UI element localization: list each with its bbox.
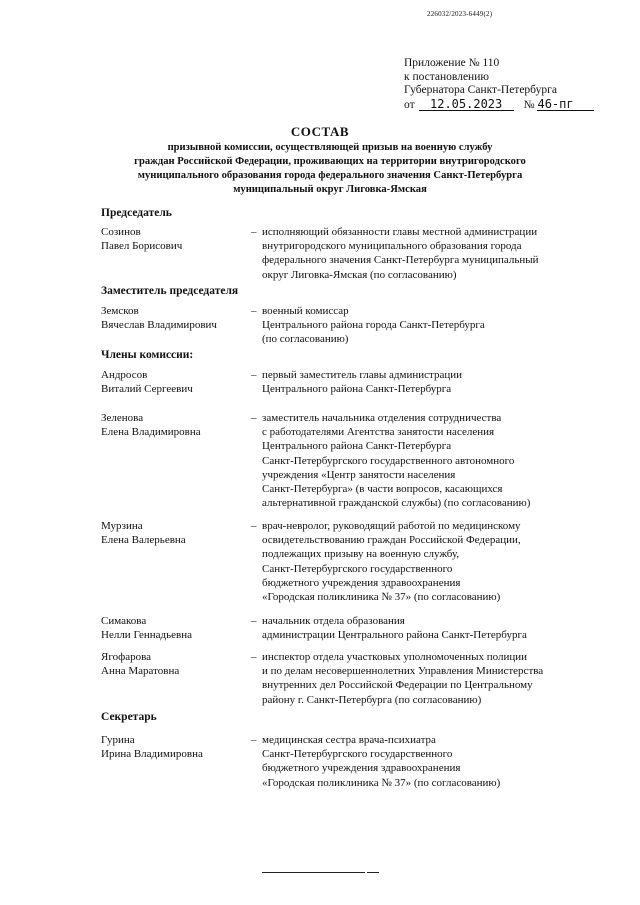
role-line: району г. Санкт-Петербурга (по согласованию) — [262, 693, 482, 706]
member-name — [101, 614, 251, 642]
member-role — [262, 411, 602, 510]
role-line: подлежащих призыву на военную службу, — [262, 548, 460, 561]
role-line: Санкт-Петербургского государственного — [262, 748, 453, 761]
subtitle-line: граждан Российской Федерации, проживающих на территории внутригородского — [134, 156, 526, 167]
given-name: Елена Владимировна — [101, 426, 201, 439]
member-name — [101, 650, 251, 678]
subtitle-line: призывной комиссии, осуществляющей призыв на военную службу — [167, 142, 493, 153]
dash: – — [251, 651, 257, 663]
footer-rule — [262, 872, 365, 873]
member-name — [101, 411, 251, 439]
surname: Созинов — [101, 226, 141, 238]
dash: – — [251, 412, 257, 424]
given-name: Виталий Сергеевич — [101, 383, 193, 396]
dash: – — [251, 305, 257, 317]
role-line: Санкт-Петербургского государственного — [262, 562, 453, 575]
member-name — [101, 225, 251, 253]
surname: Симакова — [101, 615, 147, 627]
annex-line-2: к постановлению — [404, 70, 489, 83]
subtitle-line: муниципальный округ Лиговка-Ямская — [233, 184, 427, 195]
member-role — [262, 519, 602, 604]
given-name: Анна Маратовна — [101, 665, 180, 678]
surname: Земсков — [101, 305, 139, 317]
role-line: военный комиссар — [262, 305, 349, 317]
role-line: с работодателями Агентства занятости населения — [262, 426, 495, 439]
dash: – — [251, 520, 257, 532]
member-role — [262, 225, 602, 282]
role-line: Санкт-Петербурга» (в части вопросов, касающихся — [262, 483, 503, 496]
surname: Ягофарова — [101, 651, 152, 663]
annex-line-1: Приложение № 110 — [404, 57, 500, 69]
role-line: начальник отдела образования — [262, 615, 405, 627]
dash: – — [251, 615, 257, 627]
role-line: (по согласованию) — [262, 333, 349, 346]
document-subtitle — [80, 141, 580, 197]
section-secretary: Секретарь — [101, 711, 157, 723]
member-role — [262, 650, 602, 707]
role-line: внутригородского муниципального образования города — [262, 240, 522, 253]
role-line: Центрального района города Санкт-Петербурга — [262, 319, 485, 332]
role-line: освидетельствованию граждан Российской Федерации, — [262, 534, 521, 547]
from-label: от — [404, 98, 415, 111]
subtitle-line: муниципального образования города федерального значения Санкт-Петербурга — [137, 170, 523, 181]
footer-rule-dash — [367, 872, 379, 873]
role-line: альтернативной гражданской службы) (по согласованию) — [262, 497, 531, 510]
role-line: исполняющий обязанности главы местной администрации — [262, 226, 538, 238]
role-line: медицинская сестра врача-психиатра — [262, 734, 436, 746]
given-name: Ирина Владимировна — [101, 748, 203, 761]
section-deputy: Заместитель председателя — [101, 285, 239, 297]
decree-date: 12.05.2023 — [419, 98, 514, 111]
role-line: округ Лиговка-Ямская (по согласованию) — [262, 268, 457, 281]
surname: Андросов — [101, 369, 148, 381]
member-name — [101, 368, 251, 396]
role-line: Центрального района Санкт-Петербурга — [262, 383, 452, 396]
member-role — [262, 614, 602, 642]
given-name: Елена Валерьевна — [101, 534, 186, 547]
document-title: СОСТАВ — [290, 124, 350, 139]
role-line: и по делам несовершеннолетних Управления Министерства — [262, 665, 544, 678]
dash: – — [251, 226, 257, 238]
role-line: учреждения «Центр занятости населения — [262, 468, 456, 481]
member-role — [262, 368, 602, 396]
role-line: внутренних дел Российской Федерации по Центральному — [262, 679, 533, 692]
member-role — [262, 304, 602, 347]
section-members: Члены комиссии: — [101, 349, 194, 361]
number-label: № — [523, 98, 535, 111]
document-number: 226032/2023-6449(2) — [427, 10, 493, 18]
member-role — [262, 733, 602, 790]
dash: – — [251, 734, 257, 746]
surname: Гурина — [101, 734, 135, 746]
member-name — [101, 304, 251, 332]
section-chairman: Председатель — [101, 207, 172, 219]
role-line: бюджетного учреждения здравоохранения — [262, 762, 461, 775]
given-name: Нелли Геннадьевна — [101, 629, 192, 642]
role-line: инспектор отдела участковых уполномоченных полиции — [262, 651, 528, 663]
role-line: Центрального района Санкт-Петербурга — [262, 440, 452, 453]
role-line: первый заместитель главы администрации — [262, 369, 462, 381]
role-line: «Городская поликлиника № 37» (по согласованию) — [262, 591, 501, 604]
role-line: заместитель начальника отделения сотрудничества — [262, 412, 502, 424]
given-name: Павел Борисович — [101, 240, 183, 253]
decree-number: 46-пг — [537, 98, 594, 111]
role-line: федерального значения Санкт-Петербурга муниципальный — [262, 254, 539, 267]
annex-line-3: Губернатора Санкт-Петербурга — [404, 84, 557, 96]
role-line: администрации Центрального района Санкт-Петербурга — [262, 629, 527, 642]
role-line: бюджетного учреждения здравоохранения — [262, 576, 461, 589]
member-name — [101, 733, 251, 761]
surname: Мурзина — [101, 520, 143, 532]
dash: – — [251, 369, 257, 381]
role-line: Санкт-Петербургского государственного автономного — [262, 454, 515, 467]
role-line: врач-невролог, руководящий работой по медицинскому — [262, 520, 521, 532]
annex-block — [404, 57, 594, 112]
surname: Зеленова — [101, 412, 144, 424]
member-name — [101, 519, 251, 547]
given-name: Вячеслав Владимирович — [101, 319, 217, 332]
annex-date-line — [404, 98, 594, 113]
role-line: «Городская поликлиника № 37» (по согласованию) — [262, 776, 501, 789]
